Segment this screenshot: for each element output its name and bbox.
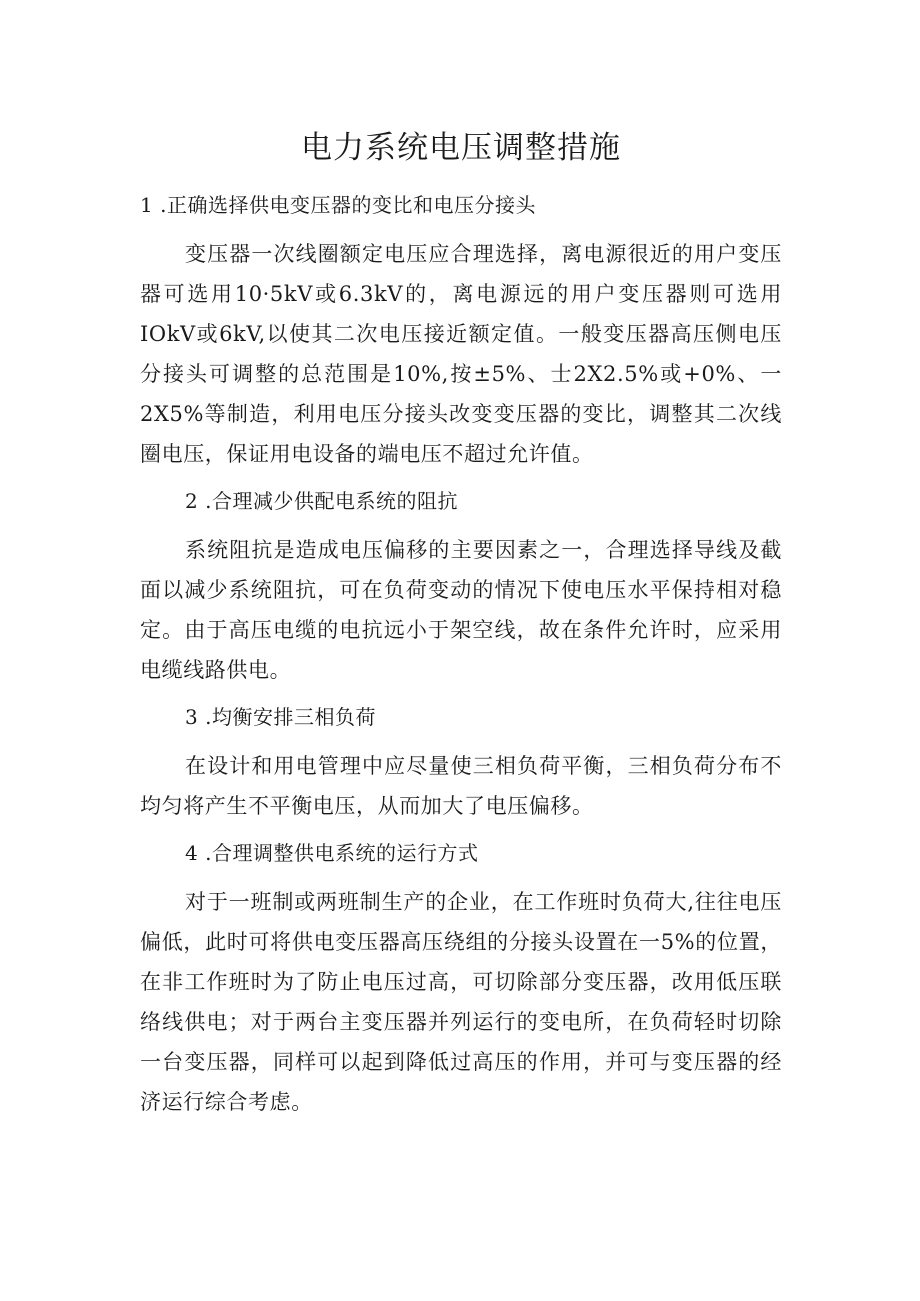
section-paragraph: 对于一班制或两班制生产的企业，在工作班时负荷大,往往电压偏低，此时可将供电变压器高压绕组的分接头设置在一5%的位置，在非工作班时为了防止电压过高，可切除部分变压器，改用低压联络线供电；对于两台主变压器并列运行的变电所，在负荷轻时切除一台变压器，同样可以起到降低过高压的作用，并可与变压器的经济运行综合考虑。 xyxy=(140,890,782,1114)
section-1 xyxy=(140,190,782,474)
section-4 xyxy=(140,838,782,1122)
section-heading: 2 .合理减少供配电系统的阻抗 xyxy=(185,489,458,513)
section-heading: 1 .正确选择供电变压器的变比和电压分接头 xyxy=(140,193,536,217)
section-heading: 4 .合理调整供电系统的运行方式 xyxy=(185,841,479,865)
document-page xyxy=(140,126,782,1134)
section-paragraph: 变压器一次线圈额定电压应合理选择，离电源很近的用户变压器可选用10·5kV或6.3kV的，离电源远的用户变压器则可选用IOkV或6kV,以使其二次电压接近额定值。一般变压器高压侧电压分接头可调整的总范围是10%,按±5%、士2X2.5%或+0%、一2X5%等制造，利用电压分接头改变变压器的变比，调整其二次线圈电压，保证用电设备的端电压不超过允许值。 xyxy=(140,242,782,466)
section-heading: 3 .均衡安排三相负荷 xyxy=(185,705,376,729)
section-2 xyxy=(140,486,782,690)
section-3 xyxy=(140,702,782,826)
document-title: 电力系统电压调整措施 xyxy=(301,130,621,166)
section-paragraph: 系统阻抗是造成电压偏移的主要因素之一，合理选择导线及截面以减少系统阻抗，可在负荷变动的情况下使电压水平保持相对稳定。由于高压电缆的电抗远小于架空线，故在条件允许时，应采用电缆线路供电。 xyxy=(140,538,782,682)
section-paragraph: 在设计和用电管理中应尽量使三相负荷平衡，三相负荷分布不均匀将产生不平衡电压，从而加大了电压偏移。 xyxy=(140,754,782,818)
